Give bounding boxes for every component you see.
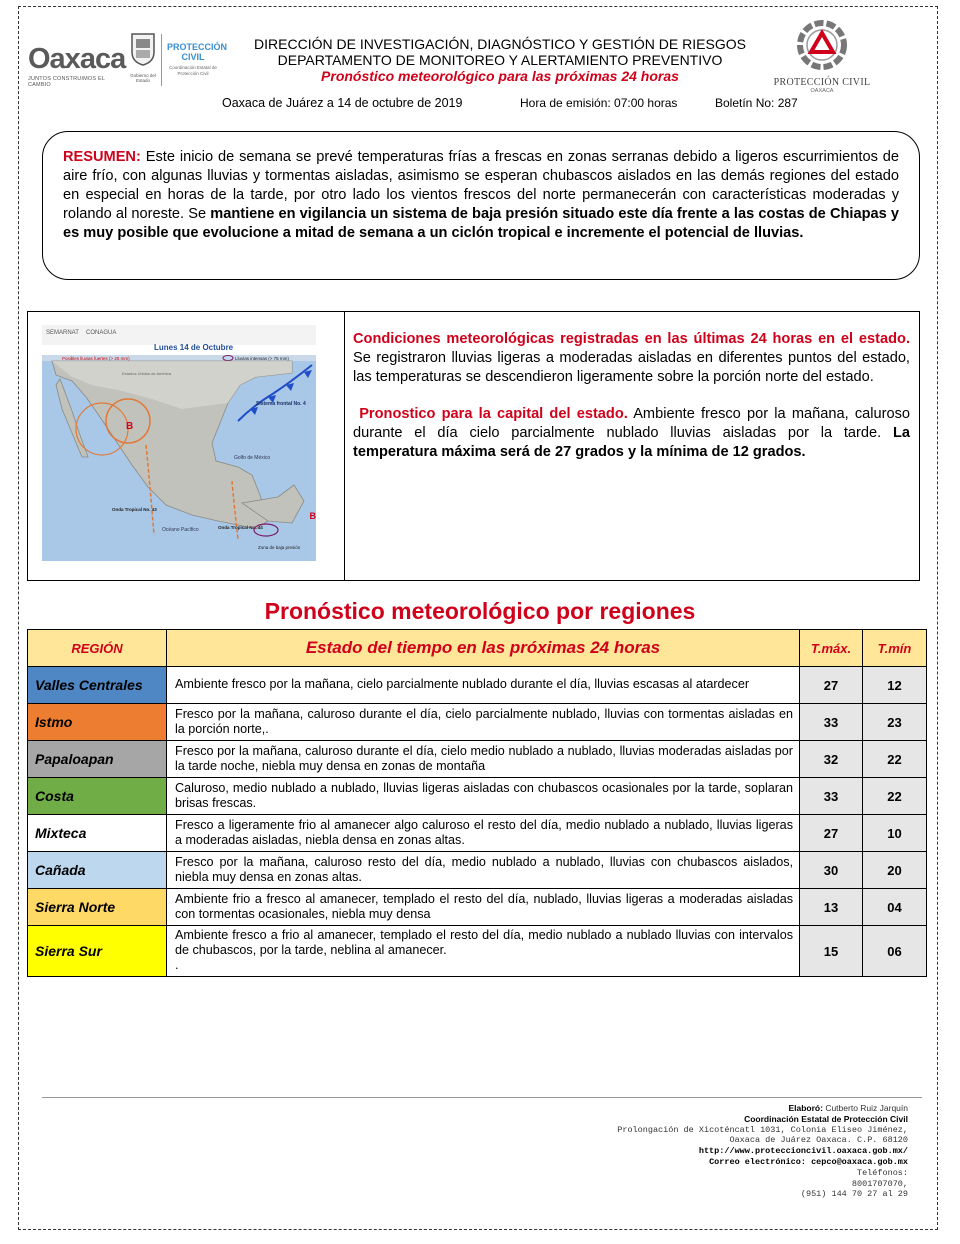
header-subtitle: Pronóstico meteorológico para las próximas 24 horas xyxy=(321,68,679,84)
map-low-symbol-east: B xyxy=(309,511,316,521)
map-wave-2: Onda Tropical No. 44 xyxy=(218,525,263,530)
region-tmax: 15 xyxy=(800,926,863,977)
oaxaca-logo xyxy=(28,43,126,90)
proteccion-civil-logo-sub: OAXACA xyxy=(810,88,834,94)
region-description: Ambiente frio a fresco al amanecer, templado el resto del día, nublado, lluvias ligeras a moderadas aisladas con tormentas ocasionales, niebla muy densa xyxy=(167,889,800,926)
bulletin-number: Boletín No: 287 xyxy=(715,96,798,110)
table-row xyxy=(28,889,927,926)
pc-title-1: PROTECCIÓN xyxy=(167,42,228,52)
map-legend-2: Lluvias intensas (> 75 mm) xyxy=(235,356,289,361)
region-description-text: Ambiente fresco a frio al amanecer, templado el resto del día, medio nublado a nublado lluvias con intervalos de chubascos, por la tarde, neblina al amanecer. xyxy=(175,928,793,957)
conditions-text-2: Ambiente fresco por la mañana, caluroso durante el día cielo parcialmente nublado lluvias aisladas por la tarde. xyxy=(353,406,910,441)
region-tmin: 22 xyxy=(863,778,927,815)
header-tmax: T.máx. xyxy=(800,630,863,667)
conditions-divider xyxy=(344,311,345,581)
table-row xyxy=(28,704,927,741)
region-tmin: 10 xyxy=(863,815,927,852)
map-agency-1: SEMARNAT xyxy=(46,330,79,336)
pc-subtitle: Coordinación Estatal de Protección Civil xyxy=(169,65,217,76)
region-description: Fresco por la mañana, caluroso durante el día, cielo medio nublado a nublado, lluvias moderadas aisladas por la tarde noche, niebla muy densa en zonas de montaña xyxy=(167,741,800,778)
conditions-last-24h xyxy=(353,330,910,387)
map-date: Lunes 14 de Octubre xyxy=(154,343,234,352)
summary-bold-text: mantiene en vigilancia un sistema de baja presión situado este día frente a las costas de Chiapas y es muy posible que evolucione a mitad de semana a un ciclón tropical e incremente el potencial de lluvias. xyxy=(63,206,899,241)
map-agency-2: CONAGUA xyxy=(86,330,117,336)
proteccion-civil-emblem-icon xyxy=(797,20,847,70)
region-description xyxy=(167,926,800,977)
header-region: REGIÓN xyxy=(28,630,167,667)
region-tmin: 20 xyxy=(863,852,927,889)
conditions-bold-2: La temperatura máxima será de 27 grados y la mínima de 12 grados. xyxy=(353,425,911,460)
footer-phone-1: 8001707070, xyxy=(851,1178,908,1189)
region-tmin: 04 xyxy=(863,889,927,926)
region-tmin: 12 xyxy=(863,667,927,704)
region-name: Papaloapan xyxy=(28,741,167,778)
map-low-symbol-west: B xyxy=(126,421,134,432)
region-tmax: 30 xyxy=(800,852,863,889)
table-row xyxy=(28,741,927,778)
footer-email[interactable]: Correo electrónico: cepco@oaxaca.gob.mx xyxy=(709,1156,908,1167)
region-description-extra: . xyxy=(175,958,179,972)
region-tmin: 23 xyxy=(863,704,927,741)
oaxaca-logo-tagline: JUNTOS CONSTRUIMOS EL CAMBIO xyxy=(28,76,105,88)
header-title-line-1: DIRECCIÓN DE INVESTIGACIÓN, DIAGNÓSTICO Y GESTIÓN DE RIESGOS xyxy=(254,36,746,52)
region-tmax: 33 xyxy=(800,704,863,741)
region-description: Caluroso, medio nublado a nublado, lluvias ligeras aisladas con chubascos ocasionales por la tarde, soplaran brisas frescas. xyxy=(167,778,800,815)
summary-label: RESUMEN: xyxy=(63,149,141,165)
conditions-text-1: Se registraron lluvias ligeras a moderadas aisladas en diferentes puntos del estado, las temperaturas se descendieron ligeramente sobre la porción norte del estado. xyxy=(353,350,910,385)
regions-title: Pronóstico meteorológico por regiones xyxy=(264,598,696,624)
footer-phone-2: (951) 144 70 27 al 29 xyxy=(800,1189,908,1200)
footer-address-1: Prolongación de Xicoténcatl 1031, Colonia Eliseo Jiménez, xyxy=(617,1124,908,1135)
emission-time: Hora de emisión: 07:00 horas xyxy=(520,96,678,110)
map-wave-1: Onda Tropical No. 43 xyxy=(112,507,157,512)
region-tmax: 27 xyxy=(800,667,863,704)
header-title-line-2: DEPARTAMENTO DE MONITOREO Y ALERTAMIENTO PREVENTIVO xyxy=(277,52,723,68)
footer-elaboro-name: Cutberto Ruiz Jarquín xyxy=(822,1103,908,1113)
region-name: Sierra Sur xyxy=(28,926,167,977)
footer-elaboro-label: Elaboró: xyxy=(788,1103,823,1113)
map-label-ocean: Océano Pacífico xyxy=(162,527,199,533)
region-tmax: 13 xyxy=(800,889,863,926)
region-description: Fresco por la mañana, caluroso durante el día, cielo parcialmente nublado, lluvias con tormentas aisladas en la porción norte,. xyxy=(167,704,800,741)
regions-table xyxy=(27,629,927,977)
region-name: Costa xyxy=(28,778,167,815)
conditions-text xyxy=(353,330,910,480)
place-date: Oaxaca de Juárez a 14 de octubre de 2019 xyxy=(222,96,463,110)
state-shield-logo xyxy=(130,32,156,83)
regions-header-row xyxy=(28,630,927,667)
map-zone-label: Zona de baja presión xyxy=(258,545,301,550)
map-label-gulf: Golfo de México xyxy=(234,455,271,461)
footer-website-link[interactable]: http://www.proteccioncivil.oaxaca.gob.mx/ xyxy=(698,1146,908,1157)
weather-map xyxy=(42,325,316,561)
region-tmax: 33 xyxy=(800,778,863,815)
region-tmin: 22 xyxy=(863,741,927,778)
table-row xyxy=(28,778,927,815)
table-row xyxy=(28,926,927,977)
map-legend-1: Posibles lluvias fuertes (> 25 mm) xyxy=(62,356,130,361)
footer-divider xyxy=(42,1097,922,1098)
proteccion-civil-logo xyxy=(772,20,872,94)
region-name: Cañada xyxy=(28,852,167,889)
footer-organization: Coordinación Estatal de Protección Civil xyxy=(744,1113,908,1124)
region-tmin: 06 xyxy=(863,926,927,977)
region-name: Valles Centrales xyxy=(28,667,167,704)
table-row xyxy=(28,852,927,889)
map-label-usa: Estados Unidos de América xyxy=(122,371,172,376)
footer-phones-label: Teléfonos: xyxy=(856,1167,908,1178)
footer xyxy=(388,1103,908,1200)
header-tmin: T.mín xyxy=(863,630,927,667)
region-description: Ambiente fresco por la mañana, cielo parcialmente nublado durante el día, lluvias escasas al atardecer xyxy=(167,667,800,704)
region-name: Istmo xyxy=(28,704,167,741)
header-description: Estado del tiempo en las próximas 24 horas xyxy=(167,630,800,667)
conditions-title-2: Pronostico para la capital del estado. xyxy=(359,406,628,422)
table-row xyxy=(28,815,927,852)
pc-title-2: CIVIL xyxy=(181,52,205,62)
region-name: Mixteca xyxy=(28,815,167,852)
document-header xyxy=(200,36,800,84)
oaxaca-logo-text: Oaxaca xyxy=(28,43,126,75)
footer-address-2: Oaxaca de Juárez Oaxaca. C.P. 68120 xyxy=(729,1135,908,1146)
summary-box xyxy=(42,131,920,280)
summary-text: Este inicio de semana se prevé temperaturas frías a frescas en zonas serranas debido a ligeros escurrimientos de aire frío, con algunas lluvias y tormentas aisladas, asimismo se esperan chubascos aislados en las demás regiones del estado en especial en horas de la tarde, por otro lado los vientos frescos del norte permanecerán con características moderadas y rolando al noreste. Se xyxy=(63,149,899,222)
footer-elaboro xyxy=(388,1103,908,1114)
capital-forecast xyxy=(353,405,910,462)
shield-caption: Gobierno del Estado xyxy=(130,73,156,83)
region-description: Fresco a ligeramente frio al amanecer algo caluroso el resto del día, medio nublado a nublado, lluvias ligeras a moderadas aisladas, niebla densa en zonas altas. xyxy=(167,815,800,852)
region-tmax: 27 xyxy=(800,815,863,852)
table-row xyxy=(28,667,927,704)
shield-icon xyxy=(130,32,156,66)
conditions-title-1: Condiciones meteorológicas registradas en las últimas 24 horas en el estado. xyxy=(353,331,910,347)
region-tmax: 32 xyxy=(800,741,863,778)
map-front-label: Sistema frontal No. 4 xyxy=(256,401,306,407)
proteccion-civil-logo-text: PROTECCIÓN CIVIL xyxy=(773,77,871,88)
logo-divider xyxy=(161,34,162,86)
region-name: Sierra Norte xyxy=(28,889,167,926)
region-description: Fresco por la mañana, caluroso resto del día, medio nublado a nublado, lluvias con chubascos aislados, niebla muy densa en zonas altas. xyxy=(167,852,800,889)
